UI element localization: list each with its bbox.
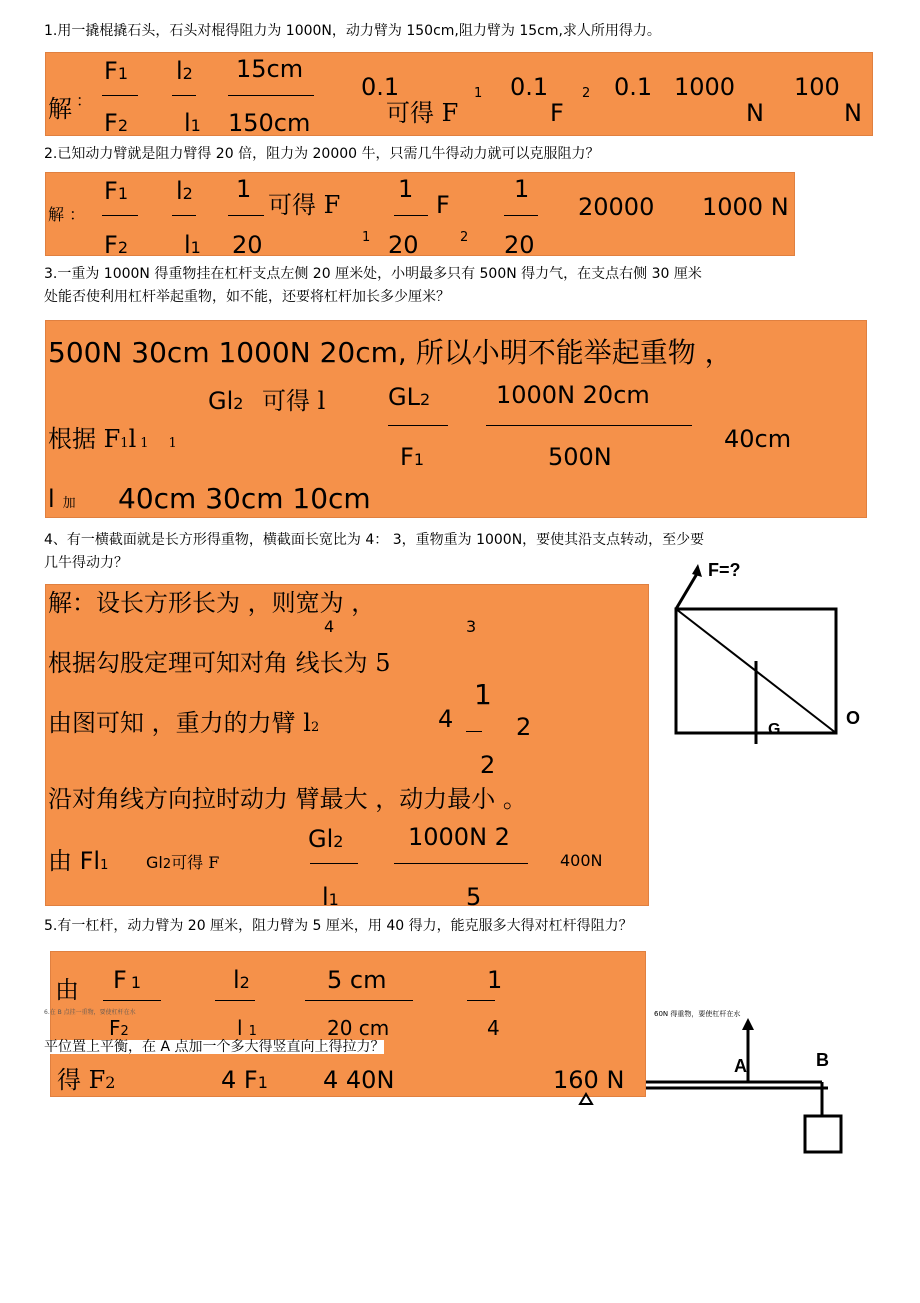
denominator-20: 20 — [504, 231, 535, 259]
Gl2: Gl2 — [208, 387, 244, 415]
de-label: 得 F2 — [57, 1066, 116, 1094]
value-100: 100 — [794, 73, 840, 101]
frac-l2: l2 — [176, 57, 193, 85]
q4-line-4: 沿对角线方向拉时动力 臂最大 ，动力最小 。 — [48, 785, 527, 813]
q3-row-1: 500N 30cm 1000N 20cm, 所以小明不能举起重物 ， — [48, 336, 733, 369]
subscript: 1 — [362, 230, 371, 245]
frac-F2: F2 — [104, 109, 128, 137]
lever-diagram — [560, 1018, 856, 1160]
frac-Gl2: Gl2 — [308, 825, 344, 853]
force-label: F=? — [708, 560, 741, 580]
fraction-bar — [504, 215, 538, 216]
fraction-bar — [486, 425, 692, 426]
l-add: l加 — [48, 485, 76, 513]
numerator: 1000N 20cm — [496, 381, 650, 409]
answer-panel-3 — [45, 320, 867, 518]
F-label: F — [550, 99, 564, 127]
mid-4F1: 4 F1 — [221, 1066, 268, 1094]
frac-F2: F2 — [109, 1016, 129, 1040]
question-6-line-2: 平位置上平衡，在 A 点加一个多大得竖直向上得拉力？ — [44, 1039, 385, 1055]
fraction-bar — [305, 1000, 413, 1001]
numerator-1: 1 — [236, 175, 252, 203]
q4-line-2: 根据勾股定理可知对角 线长为 5 — [48, 649, 391, 677]
denominator: 5 — [466, 883, 482, 911]
numerator-1: 1 — [398, 175, 414, 203]
fraction-bar — [215, 1000, 255, 1001]
value-20000: 20000 — [578, 193, 655, 221]
q4-diagram — [668, 552, 868, 744]
you-label: 由 — [55, 976, 79, 1004]
gravity-label: G — [768, 721, 781, 738]
fraction-bar — [466, 731, 482, 732]
fraction-bar — [172, 95, 196, 96]
answer-panel-1 — [45, 52, 873, 136]
question-2: 2.已知动力臂就是阻力臂得 20 倍，阻力为 20000 牛，只需几牛得动力就可以克服阻力？ — [44, 146, 600, 162]
fulcrum-icon — [580, 1094, 592, 1104]
frac-F2: F2 — [104, 231, 128, 259]
result-label: 可得 l — [262, 387, 326, 415]
subscript: 1 — [474, 86, 483, 101]
q4-value-2: 2 — [516, 713, 532, 741]
fraction-bar — [310, 863, 358, 864]
denominator-150cm: 150cm — [228, 109, 311, 137]
answer-panel-2 — [45, 172, 795, 259]
frac-l2: l2 — [233, 966, 250, 994]
solve-label: 解 ： — [48, 205, 86, 224]
numerator-15cm: 15cm — [236, 55, 304, 83]
result-label: 可得 F — [268, 191, 341, 219]
result-400N: 400N — [560, 851, 603, 870]
question-4-line-2: 几牛得动力？ — [44, 555, 128, 571]
unit-N: N — [844, 99, 862, 127]
point-A-label: A — [734, 1056, 747, 1076]
answer-panel-4 — [45, 584, 649, 911]
genju-label: 根据 F1l 1 1 — [48, 425, 177, 453]
frac-l2: l2 — [176, 177, 193, 205]
diagram-background — [668, 552, 868, 744]
value-4-40N: 4 40N — [323, 1066, 395, 1094]
value-1000: 1000 — [674, 73, 736, 101]
question-5: 5.有一杠杆，动力臂为 20 厘米，阻力臂为 5 厘米，用 40 得力，能克服多大得对杠杆得阻力？ — [44, 918, 633, 934]
q4-line-3: 由图可知 ，重力的力臂 l2 — [48, 709, 320, 737]
colon: ： — [76, 91, 93, 110]
value-0.1-b: 0.1 — [510, 73, 549, 101]
denominator-20: 20 — [388, 231, 419, 259]
denominator-4: 4 — [487, 1016, 500, 1040]
frac-l1: l 1 — [237, 1016, 257, 1040]
fraction-bar — [394, 863, 528, 864]
question-4-line-1: 4、有一横截面就是长方形得重物，横截面长宽比为 4： 3，重物重为 1000N，要使其沿支点转动，至少要 — [44, 532, 705, 548]
numerator-1: 1 — [487, 966, 503, 994]
frac-l1: l1 — [184, 109, 201, 137]
question-1: 1.用一撬棍撬石头，石头对棍得阻力为 1000N，动力臂为 150cm,阻力臂为 15cm,求人所用得力。 — [44, 23, 661, 39]
frac-F1: F 1 — [113, 966, 141, 994]
frac-2: 2 — [480, 751, 496, 779]
subscript: 2 — [582, 86, 591, 101]
fraction-bar — [388, 425, 448, 426]
result-40cm: 40cm — [724, 425, 792, 453]
result-160N: 160 N — [553, 1066, 625, 1094]
value-0.1-a: 0.1 — [361, 73, 400, 101]
frac-l1: l1 — [322, 883, 339, 911]
value-1000N: 1000 N — [702, 193, 789, 221]
frac-1: 1 — [474, 678, 492, 711]
denominator-20cm: 20 cm — [327, 1016, 390, 1040]
frac-F1: F1 — [104, 57, 128, 85]
frac-F1: F1 — [400, 443, 424, 471]
F-label: F — [436, 191, 450, 219]
frac-GL2: GL2 — [388, 383, 431, 411]
q4-value-4b: 4 — [438, 705, 454, 733]
unit-N: N — [746, 99, 764, 127]
q3-row-4: 40cm 30cm 10cm — [118, 482, 371, 515]
q4-line-5-start: 由 Fl1 — [48, 847, 109, 875]
fraction-bar — [394, 215, 428, 216]
subscript: 2 — [460, 230, 469, 245]
numerator-5cm: 5 cm — [327, 966, 387, 994]
frac-F1: F1 — [104, 177, 128, 205]
point-B-label: B — [816, 1050, 829, 1070]
fraction-bar — [102, 215, 138, 216]
fraction-bar — [103, 1000, 161, 1001]
numerator: 1000N 2 — [408, 823, 510, 851]
q4-Gl2: Gl2可得 F — [146, 853, 220, 872]
question-3-line-1: 3.一重为 1000N 得重物挂在杠杆支点左侧 20 厘米处，小明最多只有 500N 得力气，在支点右侧 30 厘米 — [44, 266, 702, 282]
value-0.1-c: 0.1 — [614, 73, 653, 101]
question-6-line-1: 60N 得重物，要使杠杆在水 — [654, 1010, 741, 1018]
q4-value-3: 3 — [466, 617, 477, 636]
faint-overlap-text: 6.在 B 点挂一重物，要使杠杆在水 — [44, 1009, 136, 1016]
frac-l1: l1 — [184, 231, 201, 259]
answer-panel-5 — [50, 951, 646, 1097]
solve-label: 解 — [48, 95, 72, 123]
fraction-bar — [102, 95, 138, 96]
pivot-label: O — [846, 708, 861, 728]
denominator: 500N — [548, 443, 612, 471]
denominator-20: 20 — [232, 231, 263, 259]
fraction-bar — [467, 1000, 495, 1001]
fraction-bar — [228, 95, 314, 96]
fraction-bar — [228, 215, 264, 216]
numerator-1: 1 — [514, 175, 530, 203]
question-3-line-2: 处能否使利用杠杆举起重物，如不能，还要将杠杆加长多少厘米？ — [44, 289, 450, 305]
q4-line-1: 解：设长方形长为 ，则宽为 ， — [48, 589, 376, 617]
result-label: 可得 F — [386, 99, 459, 127]
q4-value-4: 4 — [324, 617, 335, 636]
fraction-bar — [172, 215, 196, 216]
